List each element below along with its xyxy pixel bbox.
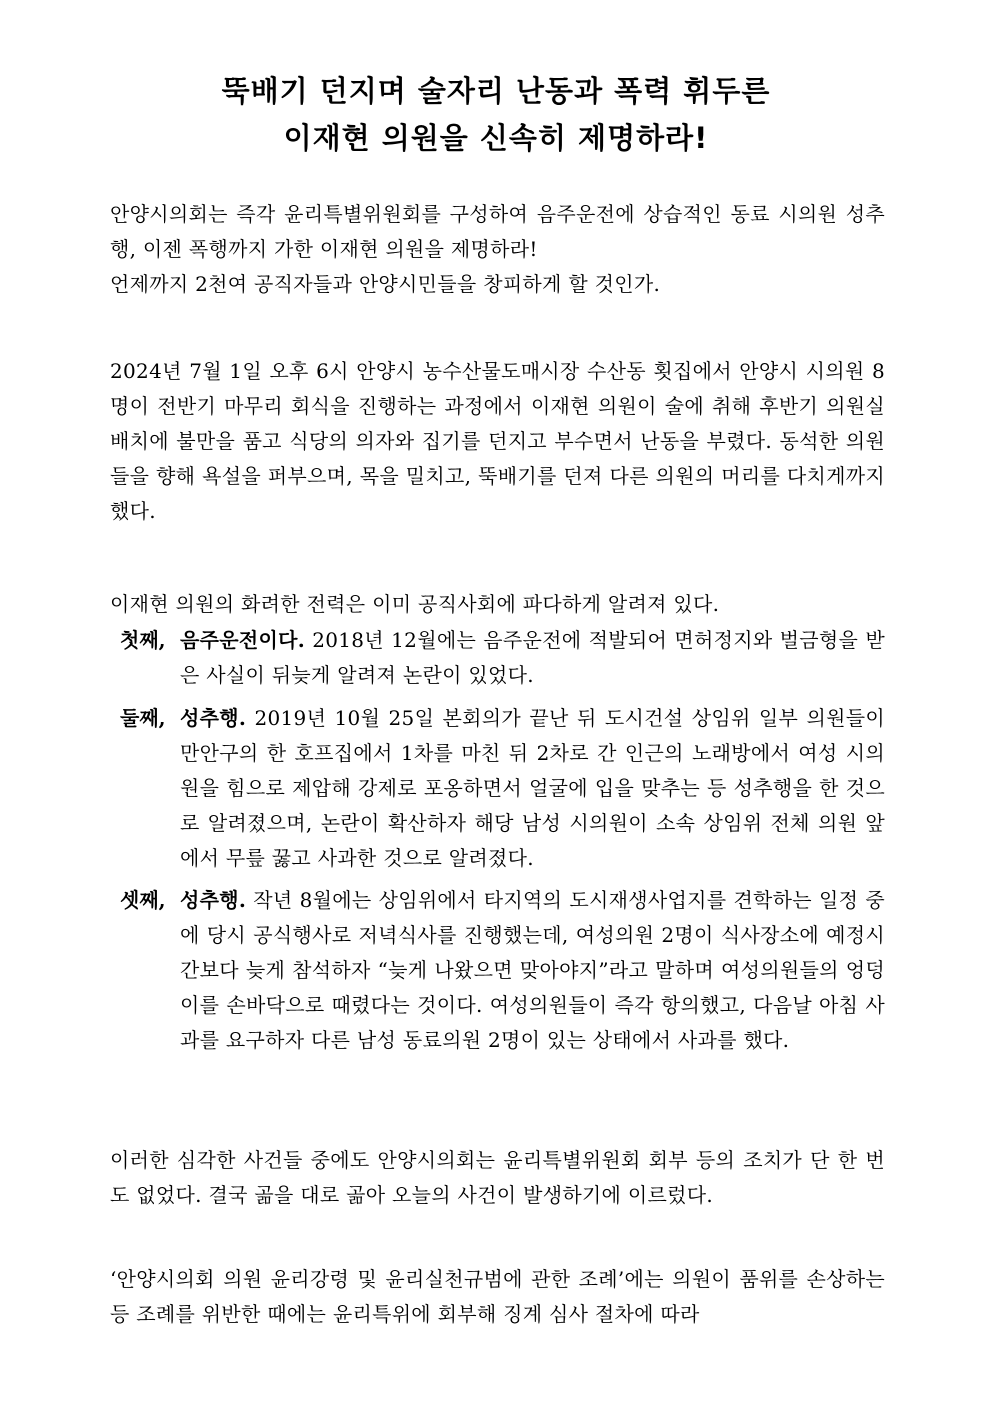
inaction-paragraph: 이러한 심각한 사건들 중에도 안양시의회는 윤리특별위원회 회부 등의 조치가 단 한 번도 없었다. 결국 곪을 대로 곪아 오늘의 사건이 발생하기에 이르렀다. <box>110 1148 885 1207</box>
record-item-label: 셋째, <box>120 888 166 912</box>
intro-paragraph-demand: 안양시의회는 즉각 윤리특별위원회를 구성하여 음주운전에 상습적인 동료 시의원 성추행, 이젠 폭행까지 가한 이재현 의원을 제명하라! <box>110 202 885 261</box>
record-intro-paragraph: 이재현 의원의 화려한 전력은 이미 공직사회에 파다하게 알려져 있다. <box>110 592 720 616</box>
record-item-third <box>120 883 885 1058</box>
record-item-label: 둘째, <box>120 706 166 730</box>
ordinance-paragraph: ‘안양시의회 의원 윤리강령 및 윤리실천규범에 관한 조례’에는 의원이 품위를 손상하는 등 조례를 위반한 때에는 윤리특위에 회부해 징계 심사 절차에 따라 <box>110 1267 885 1326</box>
record-item-heading: 성추행. <box>180 888 247 912</box>
record-item-heading: 성추행. <box>180 706 247 730</box>
document-title-line-2: 이재현 의원을 신속히 제명하라! <box>283 121 709 155</box>
record-item-body <box>180 883 885 1058</box>
intro-paragraph-question: 언제까지 2천여 공직자들과 안양시민들을 창피하게 할 것인가. <box>110 272 661 296</box>
record-item-text: 2018년 12월에는 음주운전에 적발되어 면허정지와 벌금형을 받은 사실이 뒤늦게 알려져 논란이 있었다. <box>180 628 885 687</box>
record-item-body <box>180 701 885 876</box>
intro-paragraph <box>110 197 885 302</box>
record-item-text: 작년 8월에는 상임위에서 타지역의 도시재생사업지를 견학하는 일정 중에 당시 공식행사로 저녁식사를 진행했는데, 여성의원 2명이 식사장소에 예정시간보다 늦게 참석하자 “늦게 나왔으면 맞아야지”라고 말하며 여성의원들의 엉덩이를 손바닥으로 때렸다는 것이다. 여성의원들이 즉각 항의했고, 다음날 아침 사과를 요구하자 다른 남성 동료의원 2명이 있는 상태에서 사과를 했다. <box>180 888 885 1052</box>
record-item-heading: 음주운전이다. <box>180 628 305 652</box>
record-item-body <box>180 623 885 693</box>
incident-paragraph: 2024년 7월 1일 오후 6시 안양시 농수산물도매시장 수산동 횟집에서 안양시 시의원 8명이 전반기 마무리 회식을 진행하는 과정에서 이재현 의원이 술에 취해 후반기 의원실 배치에 불만을 품고 식당의 의자와 집기를 던지고 부수면서 난동을 부렸다. 동석한 의원들을 향해 욕설을 퍼부으며, 목을 밀치고, 뚝배기를 던져 다른 의원의 머리를 다치게까지 했다. <box>110 359 885 523</box>
record-item-text: 2019년 10월 25일 본회의가 끝난 뒤 도시건설 상임위 일부 의원들이 만안구의 한 호프집에서 1차를 마친 뒤 2차로 간 인근의 노래방에서 여성 시의원을 힘으로 제압해 강제로 포옹하면서 얼굴에 입을 맞추는 등 성추행을 한 것으로 알려졌으며, 논란이 확산하자 해당 남성 시의원이 소속 상임위 전체 의원 앞에서 무릎 꿇고 사과한 것으로 알려졌다. <box>180 706 885 870</box>
record-item-label: 첫째, <box>120 628 166 652</box>
record-item-second <box>120 701 885 876</box>
document-title-line-1: 뚝배기 던지며 술자리 난동과 폭력 휘두른 <box>221 74 771 108</box>
record-item-first <box>120 623 885 693</box>
